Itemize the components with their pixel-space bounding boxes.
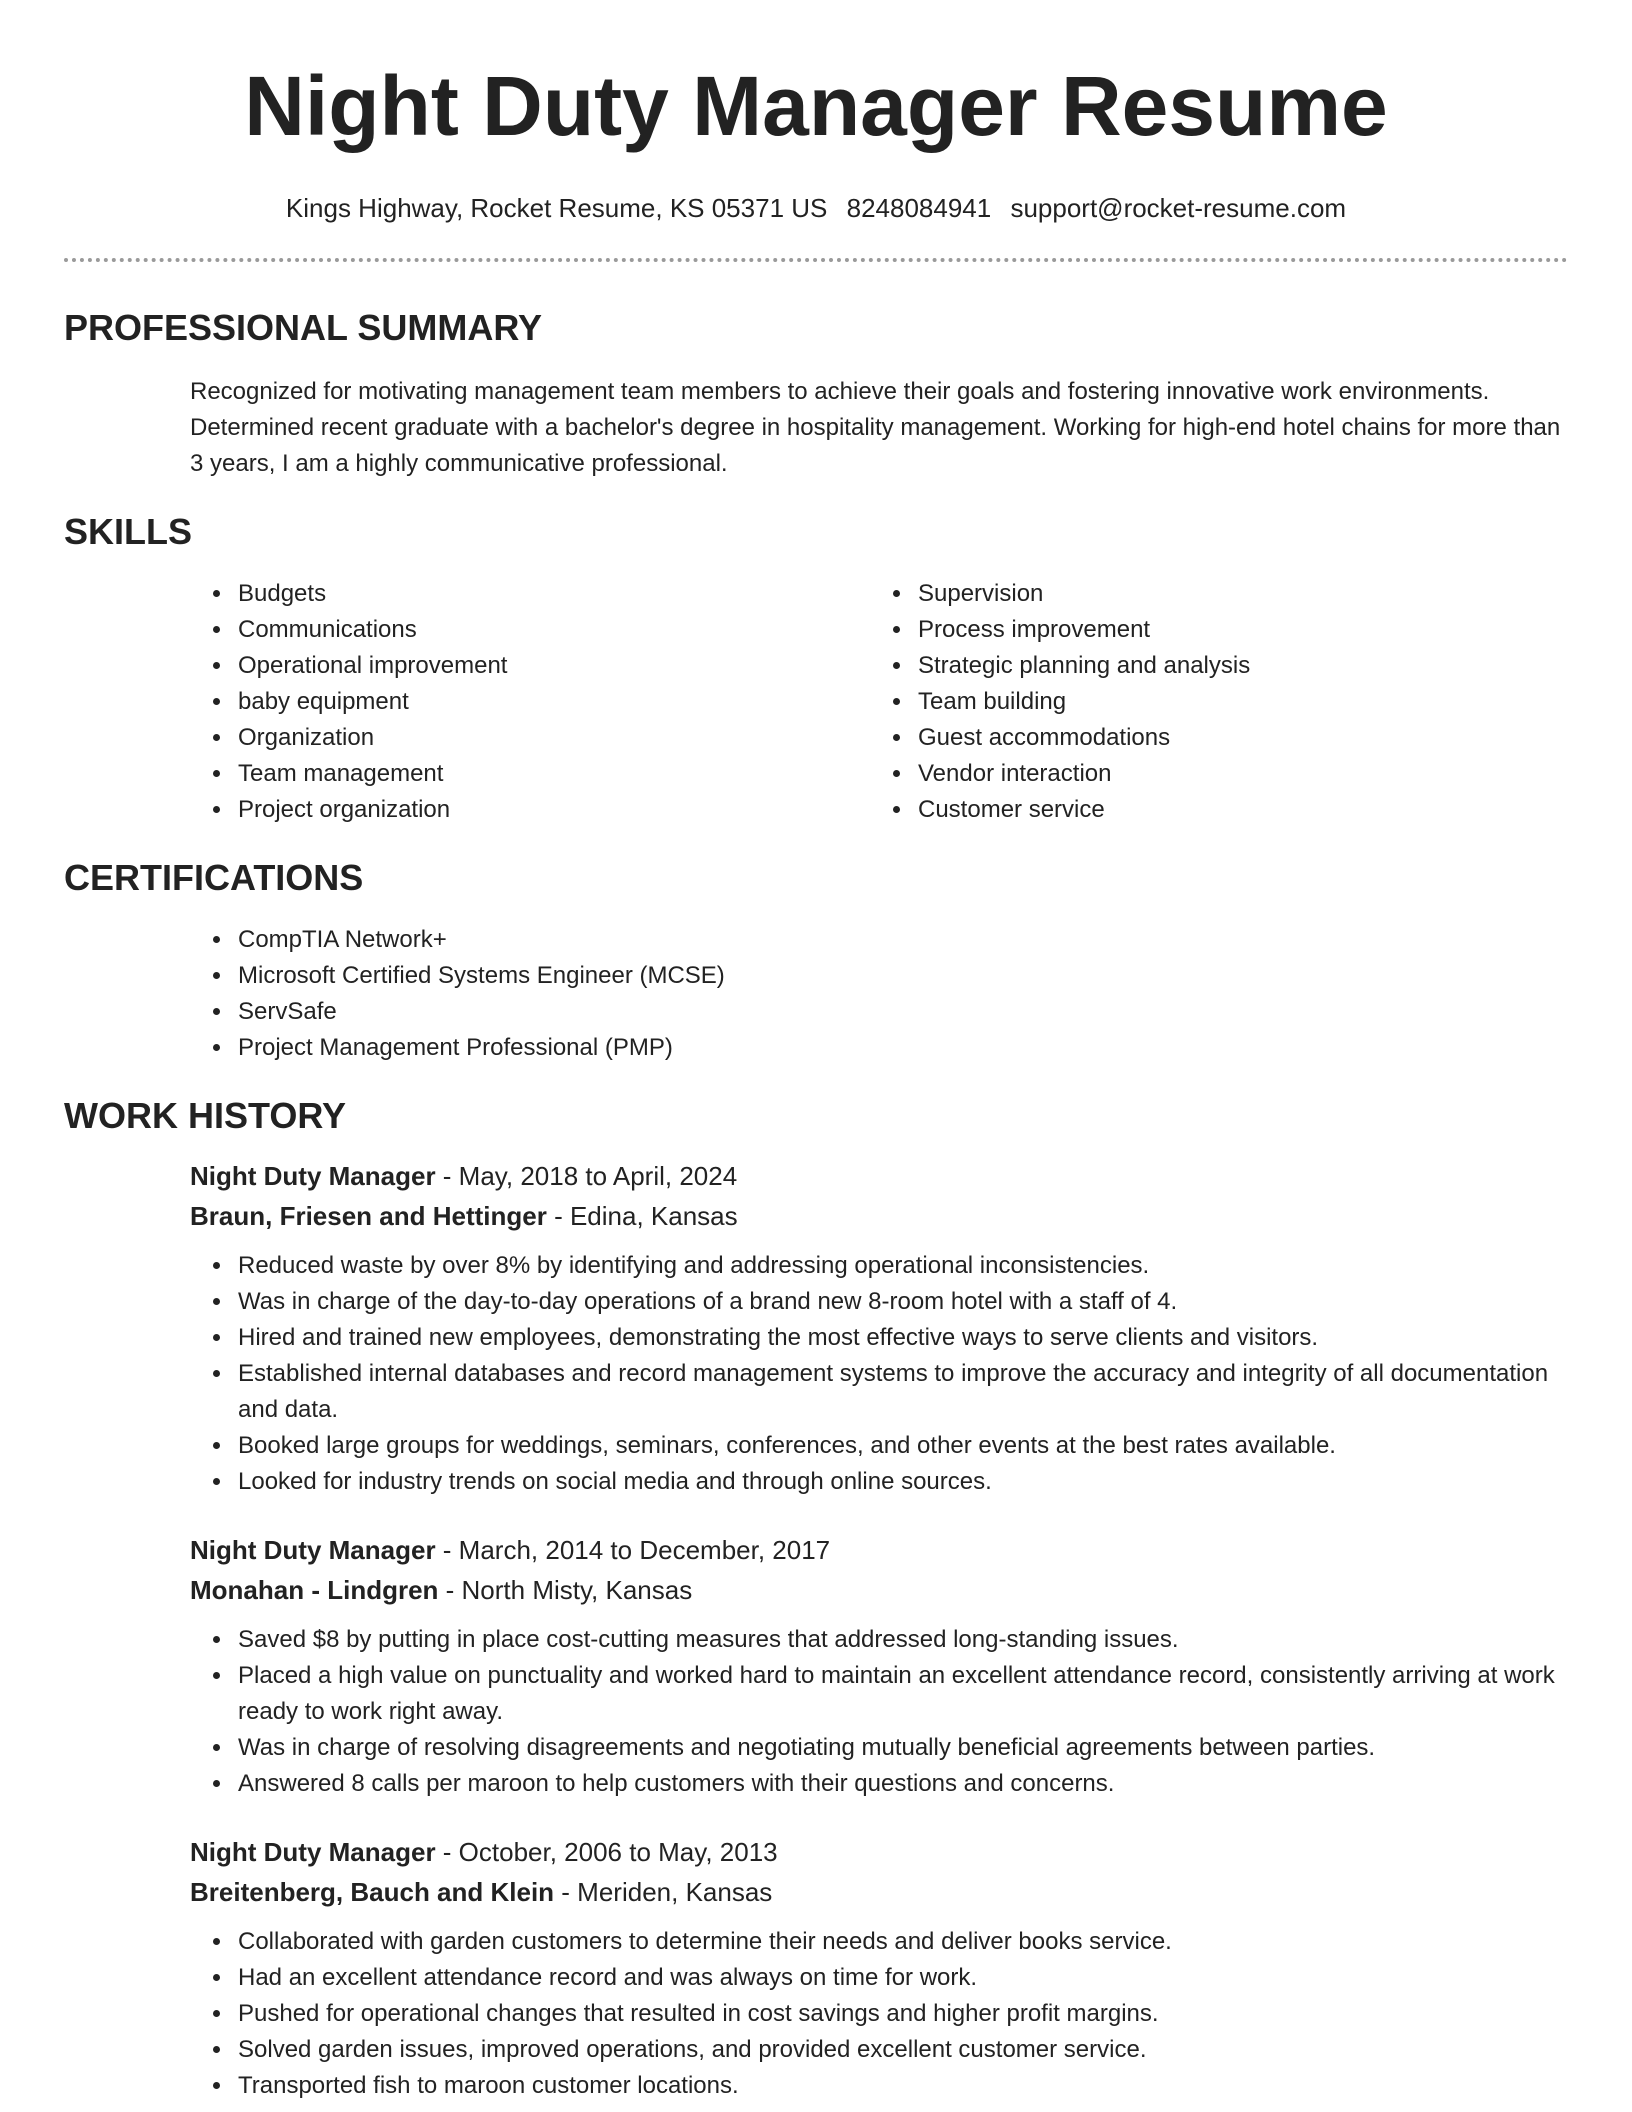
job-title-line — [190, 1156, 1568, 1196]
job-title-line — [190, 1832, 1568, 1872]
job-bullet: • Established internal databases and record management systems to improve the accuracy and integrity of all documentation and data. — [234, 1356, 1568, 1428]
skill-item: • Organization — [234, 720, 914, 756]
certifications-section — [64, 856, 1568, 1066]
skill-item: • Budgets — [234, 576, 914, 612]
job-company: Monahan - Lindgren — [190, 1575, 439, 1605]
job-bullets — [190, 1248, 1568, 1500]
job-company-line — [190, 1570, 1568, 1610]
summary-heading: PROFESSIONAL SUMMARY — [64, 307, 543, 348]
certifications-list — [64, 922, 1568, 1066]
contact-phone: 8248084941 — [846, 193, 992, 223]
job-bullet: • Had an excellent attendance record and was always on time for work. — [234, 1960, 1568, 1996]
work-history-section — [64, 1094, 1568, 2104]
skill-item: • Guest accommodations — [914, 720, 1250, 756]
job-bullet: • Was in charge of resolving disagreements and negotiating mutually beneficial agreements between parties. — [234, 1730, 1568, 1766]
skills-list-left — [64, 576, 914, 828]
job-company: Breitenberg, Bauch and Klein — [190, 1877, 555, 1907]
job-bullet: • Saved $8 by putting in place cost-cutting measures that addressed long-standing issues. — [234, 1622, 1568, 1658]
job-gap — [64, 1500, 1568, 1530]
contact-email: support@rocket-resume.com — [1010, 193, 1347, 223]
job-company: Braun, Friesen and Hettinger — [190, 1201, 547, 1231]
job-bullet: • Collaborated with garden customers to determine their needs and deliver books service. — [234, 1924, 1568, 1960]
certification-item: • CompTIA Network+ — [234, 922, 1568, 958]
job-location: - Meriden, Kansas — [554, 1877, 773, 1907]
skill-item: • Operational improvement — [234, 648, 914, 684]
job-title: Night Duty Manager — [190, 1161, 436, 1191]
job-bullets — [190, 1924, 1568, 2104]
job-bullet: • Hired and trained new employees, demonstrating the most effective ways to serve clients and visitors. — [234, 1320, 1568, 1356]
job-dates: - October, 2006 to May, 2013 — [435, 1837, 778, 1867]
job-bullet: • Answered 8 calls per maroon to help customers with their questions and concerns. — [234, 1766, 1568, 1802]
job-bullet: • Booked large groups for weddings, seminars, conferences, and other events at the best rates available. — [234, 1428, 1568, 1464]
skill-item: • Customer service — [914, 792, 1250, 828]
job-bullet: • Looked for industry trends on social media and through online sources. — [234, 1464, 1568, 1500]
certification-item: • Project Management Professional (PMP) — [234, 1030, 1568, 1066]
job-bullet: • Pushed for operational changes that resulted in cost savings and higher profit margins. — [234, 1996, 1568, 2032]
job-location: - Edina, Kansas — [546, 1201, 738, 1231]
job-title: Night Duty Manager — [190, 1535, 436, 1565]
job-title-line — [190, 1530, 1568, 1570]
job-bullet: • Placed a high value on punctuality and worked hard to maintain an excellent attendance record, consistently arriving at work ready to work right away. — [234, 1658, 1568, 1730]
skill-item: • Process improvement — [914, 612, 1250, 648]
certifications-heading: CERTIFICATIONS — [64, 857, 364, 898]
header-divider — [64, 258, 1568, 262]
job-location: - North Misty, Kansas — [438, 1575, 693, 1605]
skill-item: • Supervision — [914, 576, 1250, 612]
skills-heading: SKILLS — [64, 511, 193, 552]
job-bullet: • Transported fish to maroon customer locations. — [234, 2068, 1568, 2104]
skills-section — [64, 510, 1568, 828]
skill-item: • Communications — [234, 612, 914, 648]
resume-title: Night Duty Manager Resume — [244, 59, 1388, 153]
job-title: Night Duty Manager — [190, 1837, 436, 1867]
skill-item: • Team management — [234, 756, 914, 792]
job-dates: - March, 2014 to December, 2017 — [435, 1535, 831, 1565]
skill-item: • Project organization — [234, 792, 914, 828]
skills-columns — [64, 576, 1568, 828]
job-entry — [190, 1832, 1568, 2104]
job-bullet: • Solved garden issues, improved operations, and provided excellent customer service. — [234, 2032, 1568, 2068]
job-entry — [190, 1156, 1568, 1500]
contact-address: Kings Highway, Rocket Resume, KS 05371 US — [285, 193, 828, 223]
skills-list-right — [914, 576, 1250, 828]
summary-text: Recognized for motivating management team members to achieve their goals and fostering innovative work environments. Determined recent graduate with a bachelor's degree in hospitality management. Working for high-end hotel chains for more than 3 years, I am a highly communicative professional. — [190, 378, 1561, 477]
skill-item: • Team building — [914, 684, 1250, 720]
certification-item: • Microsoft Certified Systems Engineer (MCSE) — [234, 958, 1568, 994]
job-gap — [64, 1802, 1568, 1832]
work-history-heading: WORK HISTORY — [64, 1095, 347, 1136]
job-company-line — [190, 1872, 1568, 1912]
job-dates: - May, 2018 to April, 2024 — [435, 1161, 738, 1191]
job-bullet: • Reduced waste by over 8% by identifying and addressing operational inconsistencies. — [234, 1248, 1568, 1284]
job-bullets — [190, 1622, 1568, 1802]
skill-item: • Strategic planning and analysis — [914, 648, 1250, 684]
skill-item: • baby equipment — [234, 684, 914, 720]
job-entry — [190, 1530, 1568, 1802]
summary-section — [64, 306, 1568, 482]
job-company-line — [190, 1196, 1568, 1236]
contact-line — [64, 192, 1568, 224]
job-bullet: • Was in charge of the day-to-day operations of a brand new 8-room hotel with a staff of 4. — [234, 1284, 1568, 1320]
certification-item: • ServSafe — [234, 994, 1568, 1030]
skill-item: • Vendor interaction — [914, 756, 1250, 792]
